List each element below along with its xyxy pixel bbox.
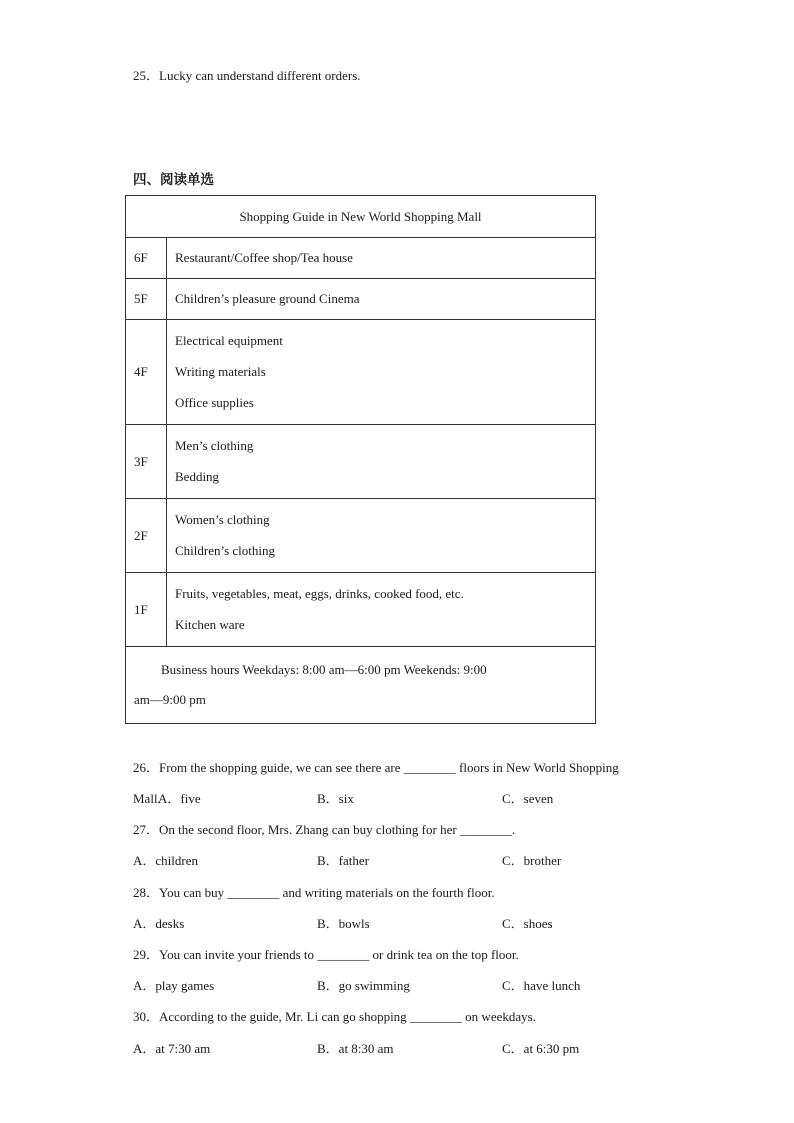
floor-label: 3F [126,425,167,499]
floor-item: Women’s clothing [175,512,270,527]
floor-items [167,573,596,647]
option-c: C．at 6:30 pm [502,1041,580,1056]
floor-items [167,425,596,499]
option-b: B．go swimming [317,978,410,993]
option-c: C．brother [502,853,562,868]
floor-label: 5F [126,279,167,320]
option-b: B．at 8:30 am [317,1041,394,1056]
floor-item: Office supplies [175,395,254,410]
option-b: B．bowls [317,916,370,931]
floor-label: 2F [126,499,167,573]
business-hours [126,647,596,724]
business-hours-line: Business hours Weekdays: 8:00 am—6:00 pm Weekends: 9:00 [161,662,487,677]
floor-items [167,499,596,573]
floor-label: 1F [126,573,167,647]
option-a: A．desks [133,916,185,931]
option-c: C．shoes [502,916,553,931]
option-b: B．father [317,853,369,868]
guide-title: Shopping Guide in New World Shopping Mall [126,196,596,238]
section-heading: 四、阅读单选 [133,172,214,188]
option-c: C．have lunch [502,978,581,993]
floor-item: Bedding [175,469,220,484]
floor-item: Fruits, vegetables, meat, eggs, drinks, cooked food, etc. [175,586,464,601]
floor-label: 6F [126,238,167,279]
floor-item: Electrical equipment [175,333,283,348]
question-28-stem: 28．You can buy ________ and writing materials on the fourth floor. [133,885,495,900]
option-a: A．at 7:30 am [133,1041,211,1056]
floor-item: Men’s clothing [175,438,254,453]
floor-items: Children’s pleasure ground Cinema [167,279,596,320]
question-27-stem: 27．On the second floor, Mrs. Zhang can buy clothing for her ________. [133,822,516,837]
option-a: A．play games [133,978,215,993]
option-c: C．seven [502,791,554,806]
question-29-stem: 29．You can invite your friends to ________ or drink tea on the top floor. [133,947,519,962]
option-a: A．children [133,853,198,868]
question-26-stem: 26．From the shopping guide, we can see there are ________ floors in New World Shopping [133,760,619,775]
floor-item: Children’s clothing [175,543,276,558]
question-26-stem-cont: Mall. [133,791,161,806]
question-25: 25．Lucky can understand different orders. [133,68,361,83]
floor-items: Restaurant/Coffee shop/Tea house [167,238,596,279]
option-b: B．six [317,791,354,806]
question-30-stem: 30．According to the guide, Mr. Li can go shopping ________ on weekdays. [133,1009,536,1024]
shopping-guide-table [125,195,596,724]
business-hours-line: am—9:00 pm [134,692,206,707]
floor-item: Writing materials [175,364,266,379]
floor-items [167,320,596,425]
floor-item: Kitchen ware [175,617,245,632]
floor-label: 4F [126,320,167,425]
option-a: A．five [158,791,201,806]
